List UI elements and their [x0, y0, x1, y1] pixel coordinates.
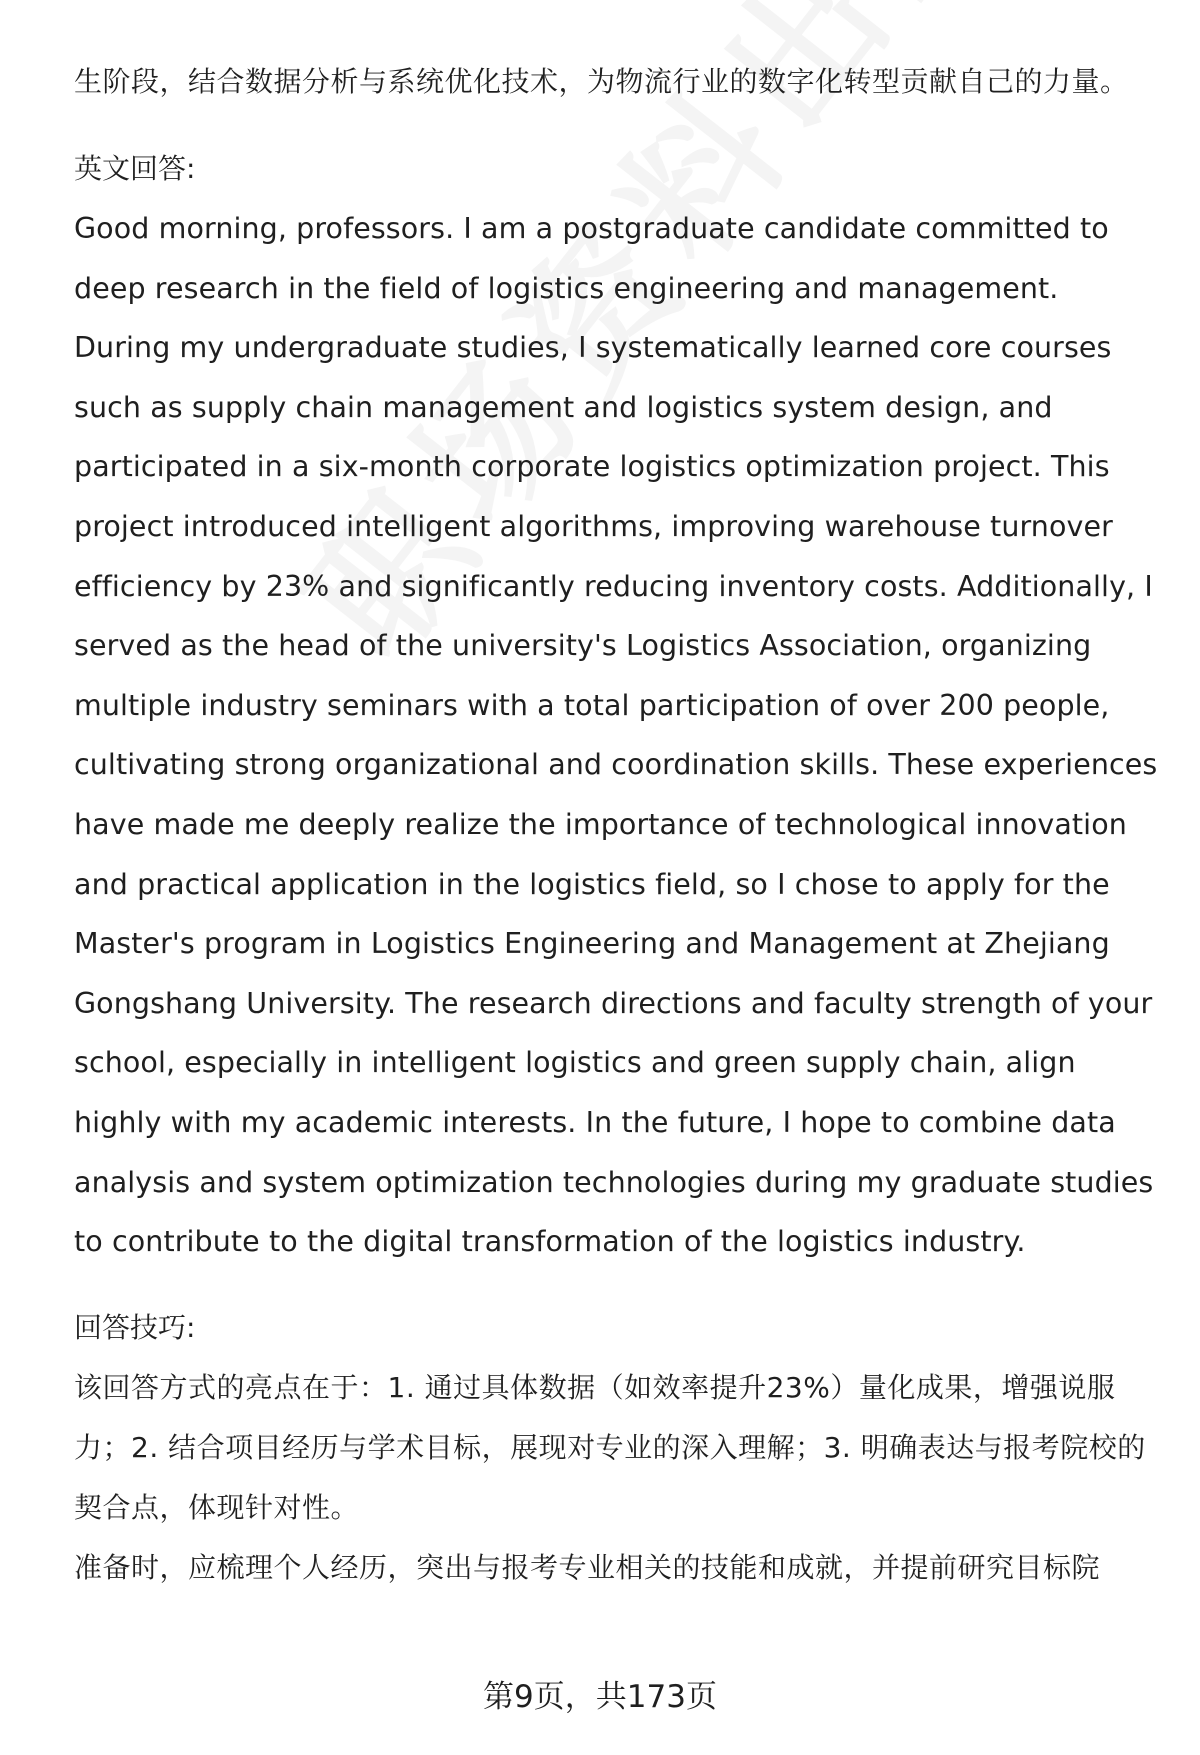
- document-body: [74, 52, 1160, 1598]
- intro-continuation-paragraph: 生阶段，结合数据分析与系统优化技术，为物流行业的数字化转型贡献自己的力量。: [74, 65, 1129, 98]
- answer-tips-paragraph-2: 准备时，应梳理个人经历，突出与报考专业相关的技能和成就，并提前研究目标院: [74, 1550, 1101, 1584]
- paragraph-spacer: [74, 1272, 1160, 1298]
- english-answer-paragraph: Good morning, professors. I am a postgraduate candidate committed to deep research in the field of logistics engineering and management. During my undergraduate studies, I systematically learned core courses such as supply chain management and logistics system design, and participated in a six-month corporate logistics optimization project. This project introduced intelligent algorithms, improving warehouse turnover efficiency by 23% and significantly reducing inventory costs. Additionally, I served as the head of the university's Logistics Association, organizing multiple industry seminars with a total participation of over 200 people, cultivating strong organizational and coordination skills. These experiences have made me deeply realize the importance of technological innovation and practical application in the logistics field, so I chose to apply for the Master's program in Logistics Engineering and Management at Zhejiang Gongshang University. The research directions and faculty strength of your school, especially in intelligent logistics and green supply chain, align highly with my academic interests. In the future, I hope to combine data analysis and system optimization technologies during my graduate studies to contribute to the digital transformation of the logistics industry.: [74, 212, 1158, 1259]
- page-number-footer: 第9页，共173页: [483, 1679, 717, 1715]
- english-answer-heading: 英文回答:: [74, 152, 196, 185]
- paragraph-spacer: [74, 112, 1160, 139]
- answer-tips-paragraph-1: 该回答方式的亮点在于：1. 通过具体数据（如效率提升23%）量化成果，增强说服力；2. 结合项目经历与学术目标，展现对专业的深入理解；3. 明确表达与报考院校的契合点，体现针对性。: [74, 1370, 1146, 1524]
- answer-tips-heading: 回答技巧:: [74, 1310, 196, 1344]
